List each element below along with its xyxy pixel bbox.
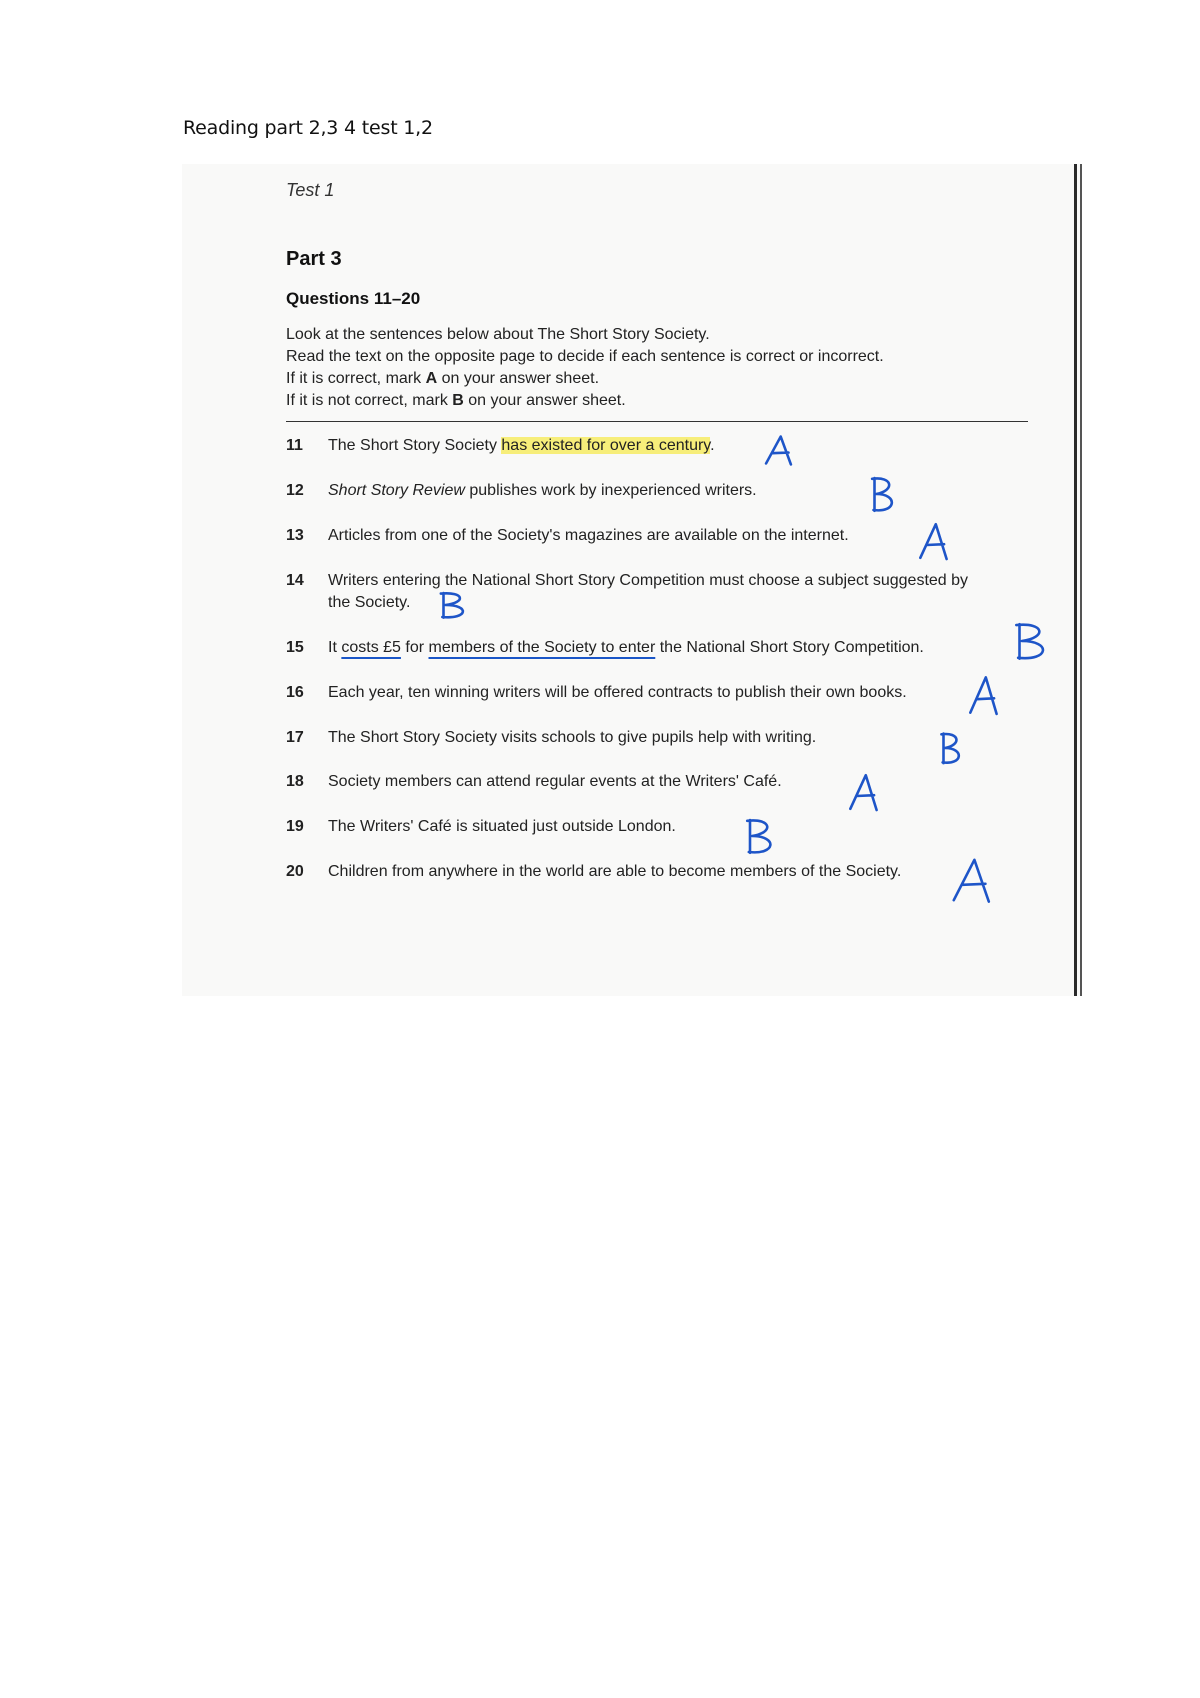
- question-text-continued: the Society.: [328, 594, 411, 611]
- handwritten-answer: [936, 730, 966, 766]
- handwritten-answer: [762, 434, 796, 466]
- question-number: 16: [286, 684, 304, 701]
- handwritten-answer: [846, 772, 882, 812]
- divider: [286, 421, 1028, 422]
- answer-letter-b: [872, 478, 892, 511]
- answer-letter-b: [941, 734, 958, 764]
- question-number: 14: [286, 572, 304, 589]
- instruction-line: Read the text on the opposite page to decide if each sentence is correct or incorrect.: [286, 348, 884, 365]
- instruction-line: If it is not correct, mark B on your answer sheet.: [286, 392, 626, 409]
- question-text: Writers entering the National Short Story Competition must choose a subject suggested by: [328, 572, 969, 589]
- answer-letter-b: [441, 593, 463, 618]
- question-number: 20: [286, 863, 304, 880]
- question-text: Articles from one of the Society's magazines are available on the internet.: [328, 527, 849, 544]
- question-number: 15: [286, 639, 304, 656]
- question-number: 12: [286, 482, 304, 499]
- part-title: Part 3: [286, 248, 342, 270]
- question-text: It costs £5 for members of the Society to enter the National Short Story Competition.: [328, 639, 924, 656]
- question-text: The Short Story Society visits schools to give pupils help with writing.: [328, 729, 817, 746]
- questions-title: Questions 11–20: [286, 289, 421, 308]
- answer-letter-a: [766, 437, 791, 465]
- question-text: Each year, ten winning writers will be offered contracts to publish their own books.: [328, 684, 907, 701]
- question-number: 11: [286, 437, 303, 454]
- test-label: Test 1: [286, 180, 335, 200]
- question-number: 18: [286, 773, 304, 790]
- handwritten-answer: [948, 856, 996, 904]
- question-text: The Writers' Café is situated just outside London.: [328, 818, 676, 835]
- document-heading: Reading part 2,3 4 test 1,2: [183, 117, 433, 139]
- highlighted-phrase: has existed for over a century: [501, 437, 711, 454]
- handwritten-answer: [966, 674, 1002, 716]
- handwritten-answer: [866, 474, 900, 514]
- question-text: Children from anywhere in the world are able to become members of the Society.: [328, 863, 902, 880]
- answer-letter-a: [970, 677, 996, 714]
- instruction-line: If it is correct, mark A on your answer sheet.: [286, 370, 600, 387]
- handwritten-answer: [1008, 620, 1054, 662]
- question-text: Short Story Review publishes work by inexperienced writers.: [328, 482, 757, 499]
- question-number: 13: [286, 527, 304, 544]
- answer-letter-a: [850, 775, 876, 810]
- handwritten-answer: [434, 590, 472, 620]
- instructions: [286, 324, 884, 412]
- answer-letter-a: [954, 860, 989, 902]
- answer-letter-a: [920, 524, 946, 559]
- question-text: Society members can attend regular events at the Writers' Café.: [328, 773, 782, 790]
- question-number: 19: [286, 818, 304, 835]
- answer-letter-b: [747, 820, 770, 853]
- scan-edge: [1074, 164, 1082, 996]
- instruction-line: Look at the sentences below about The Short Story Society.: [286, 326, 710, 343]
- underlined-phrase: costs £5: [341, 639, 401, 656]
- answer-letter-b: [1016, 624, 1043, 658]
- underlined-phrase: members of the Society to enter: [428, 639, 656, 656]
- question-number: 17: [286, 729, 304, 746]
- question-text: The Short Story Society has existed for over a century.: [328, 437, 715, 454]
- handwritten-answer: [916, 521, 952, 561]
- handwritten-answer: [740, 816, 780, 856]
